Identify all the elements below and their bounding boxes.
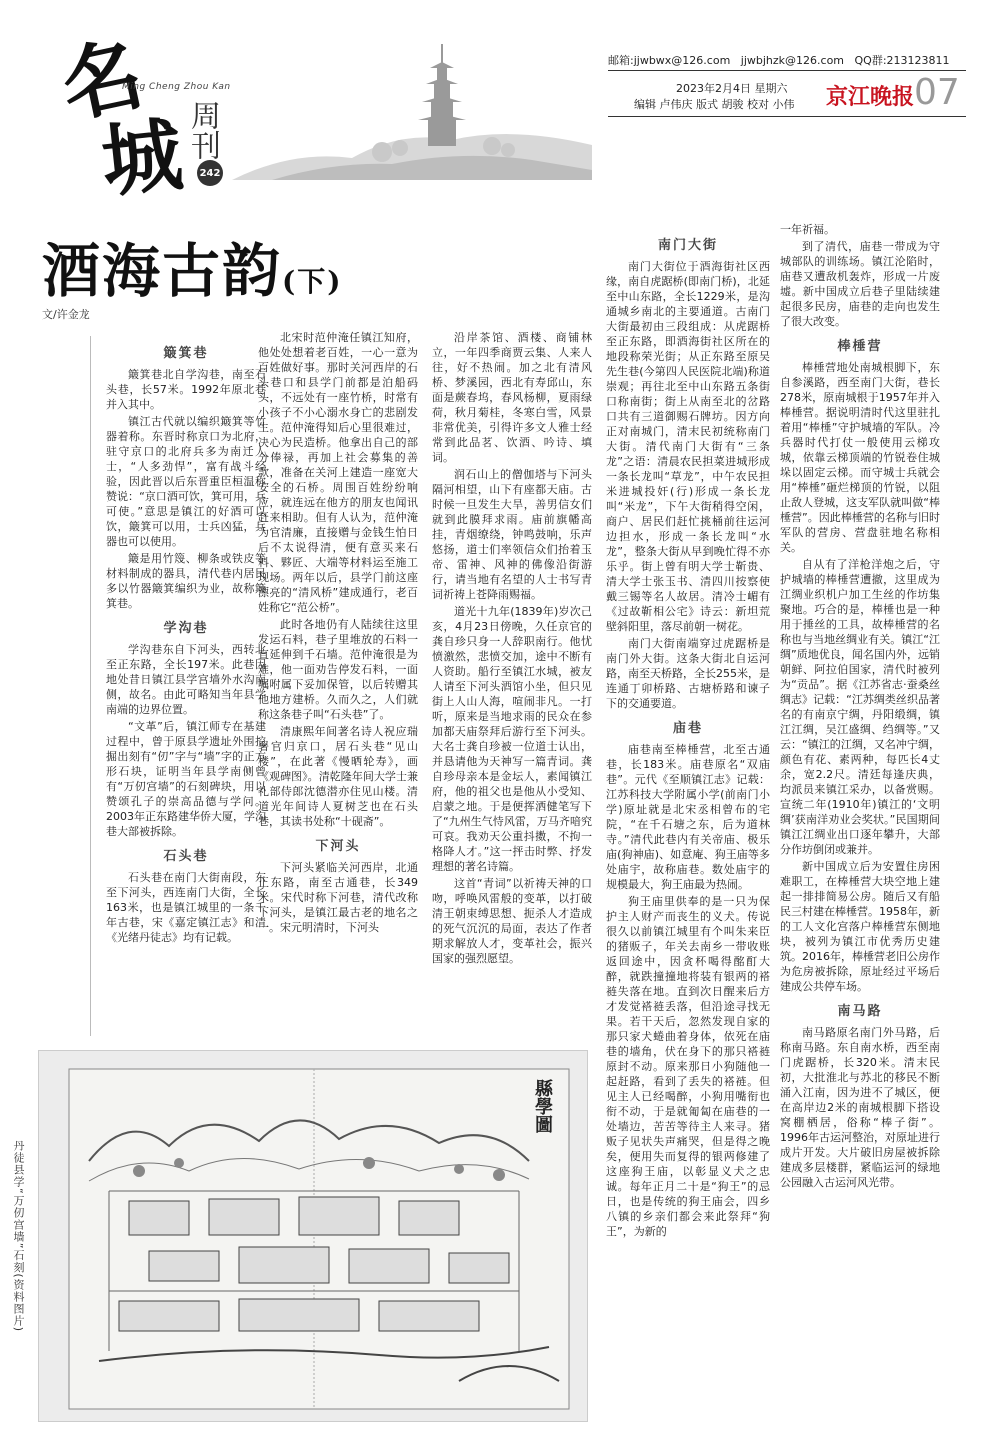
section-heading: 学沟巷 <box>163 621 209 636</box>
paragraph: 北宋时范仲淹任镇江知府，他处处想着老百姓，一心一意为百姓做好事。那时关河西岸的石头巷口和县学门前都是泊船码头，不远处有一座竹桥，时常有小孩子不小心溺水身亡的悲剧发生。范仲淹得知后心里很难过，决心为民造桥。他拿出自己的部分俸禄，再加上社会募集的善款，准备在关河上建造一座宽大安全的石桥。周围百姓纷纷响应，就连远在他方的朋友也闻讯赶来相助。但有人认为，范仲淹为官清廉，直接赠与金钱生怕日后不太说得清，便有意买来石料、夥匠、大端等材料运至施工现场。两年以后，县学门前这座漂亮的“清风桥”建成通行，老百姓称它“范公桥”。 <box>258 331 418 614</box>
masthead-pinyin: Ming Cheng Zhou Kan <box>122 82 231 92</box>
column-1 <box>106 336 266 947</box>
column-3 <box>432 330 592 968</box>
newspaper-logo: 京江晚报 <box>826 84 915 110</box>
paragraph: 此时各地仍有人陆续往这里发运石料，巷子里堆放的石料一直延伸到千石墙。范仲淹很是为难，他一面劝告停发石料，一面嘱咐属下妥加保管，以后转赠其他地方建桥。久而久之，人们就称这条巷子叫“石头巷”了。 <box>258 618 418 721</box>
section-heading: 棒棰营 <box>837 339 883 354</box>
section-heading: 簸箕巷 <box>163 346 209 361</box>
header-date: 2023年2月4日 星期六 <box>676 82 788 95</box>
column-4 <box>606 228 770 1241</box>
photo-caption: 丹徒县学“万仞宫墙”石刻(资料图片) <box>12 1140 25 1332</box>
historical-map-photo <box>38 1050 588 1422</box>
paragraph: 镇江古代就以编织簸箕等竹器着称。东晋时称京口为北府，驻守京口的北府兵多为南迁人士，“人多劲悍”，富有战斗经验，因此晋以后东晋重臣桓温称赞说：“京口酒可饮，箕可用，兵可使。”意思是镇江的好酒可以饮，簸箕可以用，士兵凶猛，兵器也可以使用。 <box>106 415 266 548</box>
paragraph: 狗王庙里供奉的是一只为保护主人财产而丧生的义犬。传说很久以前镇江城里有个叫朱来臣的猪贩子，年关去南乡一带收账返回途中，因贪杯喝得酩酊大醉，就跌撞撞地将装有银两的褡裢失落在地。直到次日醒来后方才发觉褡裢丢落，但沿途寻找无果。若干天后，忽然发现自家的那只家犬蜷曲着身体，依死在庙巷的墙角，伏在身下的那只褡裢原封不动。原来那日小狗随他一起赶路，看到了丢失的褡裢。但见主人已经喝醉，小狗用嘴衔也衔不动，于是就匍匐在庙巷的一处墙边，苦苦等待主人来寻。猪贩子见状失声痛哭，但是得之晚矣，便用失而复得的银两修建了这座狗王庙，以彰显义犬之忠诚。每年正月二十是“狗王”的忌日，也是传统的狗王庙会，四乡八镇的乡亲们都会来此祭拜“狗王”，为新的 <box>606 895 770 1238</box>
paragraph: 清康熙年间著名诗人祝应瑞署官归京口，居石头巷“见山楼”，在此著《慢晒轮寿》，画《观碑图》。清乾隆年间大学士兼礼部侍郎沈德潜亦住见山楼。清道光年间诗人夏树芝也在石头巷，其读书处称“十砚斋”。 <box>258 725 418 828</box>
paragraph: 石头巷在南门大街南段，东至下河头，西连南门大街，全长163米，也是镇江城里的一条千年古巷，宋《嘉定镇江志》和清《光绪丹徒志》均有记载。 <box>106 871 266 944</box>
article-title-suffix: (下) <box>282 265 343 298</box>
article-author: 文/许金龙 <box>42 308 90 321</box>
page-number: 07 <box>914 72 960 113</box>
masthead-name-char2: 城 <box>97 107 187 209</box>
paragraph: 新中国成立后为安置住房困难职工，在棒棰营大块空地上建起一排排简易公房。随后又有船民三村建在棒棰营。1958年，新的工人文化宫落户棒棰营东侧地块，被列为镇江市优秀历史建筑。2016年，棒棰营老旧公房作为危房被拆除，原址经过平场后建成公共停车场。 <box>780 860 940 993</box>
header-contact: 邮箱:jjwbwx@126.com jjwbjhzk@126.com QQ群:213123811 <box>608 54 950 67</box>
section-heading: 石头巷 <box>163 849 209 864</box>
paragraph: 润石山上的僧伽塔与下河头隔河相望，山下有座都天庙。古时候一旦发生大旱，善男信女们就到此膜拜求雨。庙前旗幡高挂，青烟缭绕，钟鸣鼓响，乐声悠扬，道士们率领信众们抬着玉帝、雷神、风神的佛像沿街游行，请当地有名望的人士书写青词祈祷上苍降雨赐福。 <box>432 468 592 601</box>
paragraph: 南门大街南端穿过虎踞桥是南门外大街。这条大街北自运河路，南至天桥路，全长255米，是连通丁卯桥路、古塘桥路和谏子下的交通要道。 <box>606 637 770 710</box>
pagoda-illustration <box>232 30 592 180</box>
paragraph: 簸是用竹篾、柳条或铁皮等材料制成的器具，清代巷内居民多以竹器簸箕编织为业，故称簸箕巷。 <box>106 552 266 610</box>
paragraph: 沿岸茶馆、酒楼、商铺林立，一年四季商贾云集、人来人往，好不热闹。加之北有清风桥、梦溪园，西北有寿邱山，东面是蕨春坞，春风杨柳，夏雨绿荷，秋月菊桂，冬寒白雪，风景非常优美，引得许多文人雅士经常到此品茗、饮酒、吟诗、填词。 <box>432 331 592 464</box>
header-rule-bottom <box>608 116 966 117</box>
column-2 <box>258 330 418 937</box>
section-heading: 南马路 <box>837 1004 883 1019</box>
paragraph: 到了清代，庙巷一带成为守城部队的训练场。镇江沦陷时，庙巷又遭敌机轰炸，形成一片废墟。新中国成立后巷子里陆续建起很多民房，庙巷的走向也发生了很大改变。 <box>780 240 940 328</box>
masthead-weekly: 周刊 <box>185 100 220 160</box>
paragraph: 簸箕巷北自学沟巷，南至石头巷，长57米。1992年原北巷并入其中。 <box>106 368 266 411</box>
paragraph: 一年祈福。 <box>780 223 835 236</box>
header-staff: 编辑 卢伟庆 版式 胡骏 校对 小伟 <box>634 98 795 111</box>
section-heading: 庙巷 <box>672 721 703 736</box>
section-heading: 下河头 <box>315 839 361 854</box>
issue-badge: 242 <box>197 160 223 186</box>
article-title-main: 酒海古韵 <box>42 237 283 305</box>
map-title: 縣學圖 <box>532 1079 553 1133</box>
paragraph: “文革”后，镇江师专在基建过程中，曾于原县学遗址外围挖掘出刻有“仞”字与“墙”字的正方形石块，证明当年县学南侧曾有“万仞宫墙”的石刻碑块，用以赞颂孔子的崇高品德与学问。2003年正东路建华侨大厦，学沟巷大部被拆除。 <box>106 720 266 838</box>
paragraph: 南马路原名南门外马路，后称南马路。东自南水桥，西至南门虎踞桥，长320米。清末民初，大批淮北与苏北的移民不断涌入江南，因为进不了城区，便在高岸边2米的南城根脚下搭设窝棚栖居，俗称“棒子街”。1996年古运河整治，对原址进行成片开发。大片破旧房屋被拆除建成多层楼群，紧临运河的绿地公园融入古运河风光带。 <box>780 1026 940 1189</box>
paragraph: 自从有了洋枪洋炮之后，守护城墙的棒棰营遭撤，这里成为江绸业织机户加工生丝的作坊集聚地。巧合的是，棒棰也是一种用于捶丝的工具，故棒棰营的名称也与当地丝绸业有关。镇江“江绸”质地优良，闻名国内外，远销朝鲜、阿拉伯国家，清代时被列为“贡品”。据《江苏省志·蚕桑丝绸志》记载：“江苏绸类丝织品著名的有南京宁绸，丹阳缎绸，镇江江绸，吴江盛绸、绉绸等。”又云：“镇江的江绸，又名冲宁绸，颜色有花、素两种，每匹长4丈余，宽2.2尺。清廷每逢庆典，均派员来镇江采办，以备赏赐。宣统二年(1910年)镇江的‘文明绸’获南洋劝业会奖状。”民国期间镇江江绸业出口逐年攀升，大部分作坊倒闭或兼并。 <box>780 558 940 856</box>
header-rule-top <box>608 70 966 71</box>
map-illustration <box>39 1051 587 1421</box>
paragraph: 棒棰营地处南城根脚下，东自参溪路，西至南门大街，巷长278米，原南城根于1957年并入棒棰营。据说明清时代这里驻扎着用“棒棰”守护城墙的军队。冷兵器时代打仗一般使用云梯攻城，依靠云梯顶端的竹锐卷住城垛以固定云梯。而守城士兵就会用“棒棰”砸烂梯顶的竹锐，以阻止敌人登城，这支军队就叫做“棒棰营”。因此棒棰营的名称与旧时军队的营房、营盘驻地名称相关。 <box>780 361 940 554</box>
column-5 <box>780 222 940 1192</box>
column-divider <box>90 336 91 1036</box>
paragraph: 学沟巷东自下河头，西转北至正东路，全长197米。此巷因地处昔日镇江县学宫墙外水沟南侧，故名。由此可略知当年县学南端的边界位置。 <box>106 643 266 716</box>
paragraph: 南门大街位于酒海街社区西缘，南自虎踞桥(即南门桥)，北延至中山东路，全长1229米，是沟通城乡南北的主要通道。古南门大街最初由三段组成：从虎踞桥至正东路，即酒海街社区所在的地段称荣光街；从正东路至原吴先生巷(今第四人民医院北端)称道崇观；再往北至中山东路五条街口称南街；街上从南至北的岔路口共有三道御赐石牌坊。因方向正对南城门，清末民初统称南门大街。清代南门大街有“三条龙”之语：清晨农民担菜进城形成一条长龙叫“草龙”，中午农民担米进城投奸(行)形成一条长龙叫“米龙”，下午大街稍得空闲，商户、居民们赶忙挑桶前往运河边担水，形成一条长龙叫“水龙”，整条大街从早到晚忙得不亦乐乎。街上曾有明大学士靳贵、清大学士张玉书、清四川按察使戴三锡等名人故居。清冷士嵋有《过故靳相公宅》诗云：新坦荒壁斜阳里，落尽前朝一树花。 <box>606 260 770 633</box>
paragraph: 道光十九年(1839年)岁次己亥，4月23日傍晚，久任京官的龚自珍只身一人辞职南行。他忧愤激然，悲愤交加，途中不断有人资助。船行至镇江水城，被友人请至下河头酒馆小坐，但只见街上人山人海，喧闹非凡。一打听，原来是当地求雨的民众在参加都天庙祭拜后游行至下河头。大名士龚自珍被一位道士认出，并恳请他为天神写一篇青词。龚自珍母亲本是金坛人，素闻镇江府，他的祖父也是他从小受知、启蒙之地。于是便挥洒健笔写下了“九州生气恃风雷，万马齐喑究可哀。我劝天公重抖擞，不拘一格降人才。”这一抨击时弊、抒发理想的著名诗篇。 <box>432 605 592 873</box>
paragraph: 庙巷南至棒棰营，北至古通巷，长183米。庙巷原名“双庙巷”。元代《至顺镇江志》记载：江苏科技大学附属小学(前南门小学)原址就是北宋丞相曾布的宅院，“在千石塘之东，后为道林寺。”清代此巷内有关帝庙、极乐庙(狗神庙)、如意庵、狗王庙等多处庙宇，故称庙巷。数处庙宇的规模最大，狗王庙最为热闹。 <box>606 743 770 891</box>
paragraph: 下河头紧临关河西岸，北通正东路，南至古通巷，长349米。宋代时称下河巷，清代改称下河头，是镇江最古老的地名之一。宋元明清时，下河头 <box>258 861 418 934</box>
masthead-name-char1: 名 <box>53 25 151 135</box>
article-title <box>42 224 343 308</box>
paragraph: 这首“青词”以祈祷天神的口吻，呼唤风雷般的变革，以打破清王朝束缚思想、扼杀人才造成的死气沉沉的局面，表达了作者期求解放人才，变革社会，振兴国家的强烈愿望。 <box>432 877 592 965</box>
section-heading: 南门大街 <box>657 238 718 253</box>
